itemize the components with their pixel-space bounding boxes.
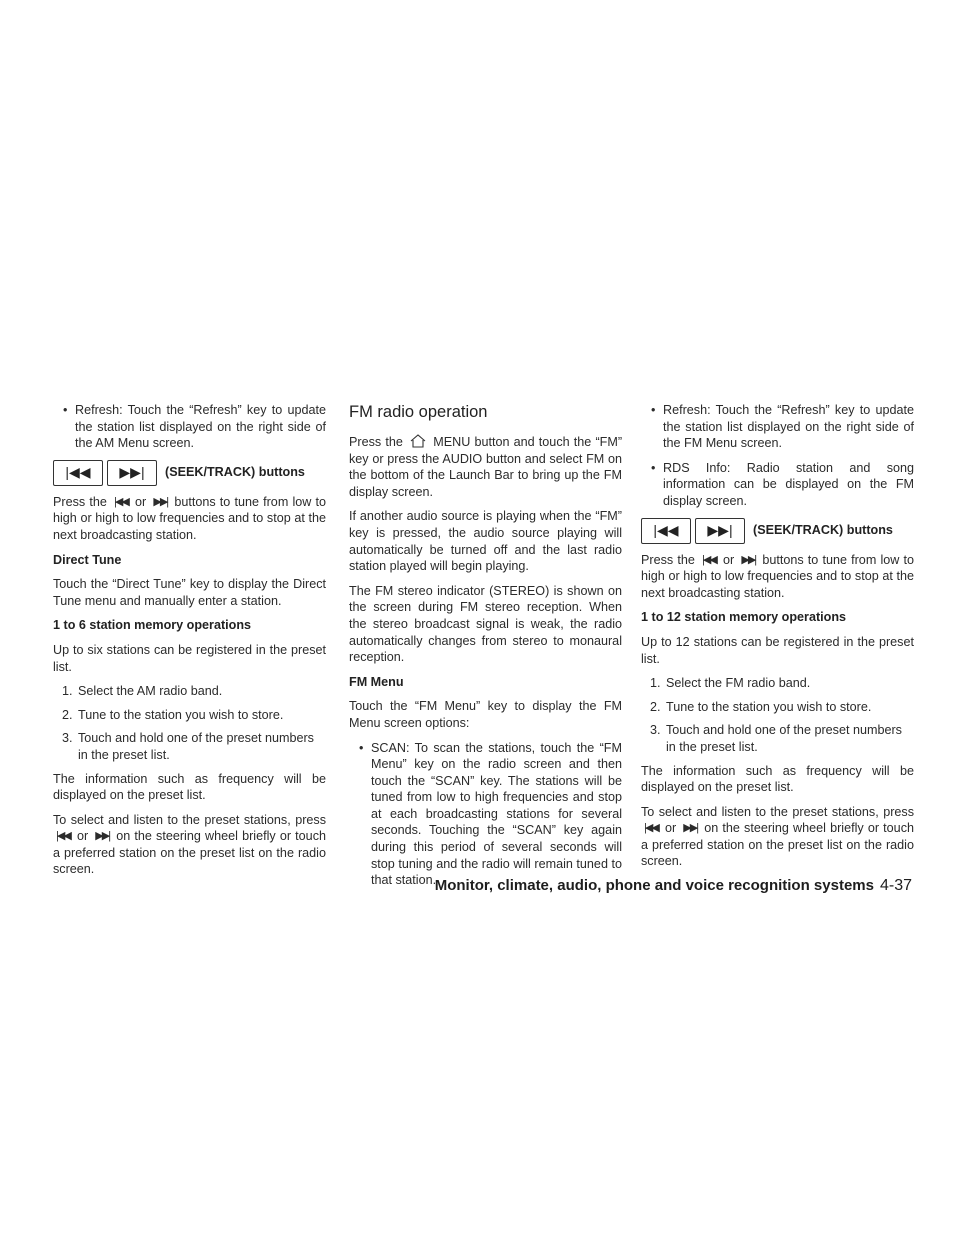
step-item: 3. Touch and hold one of the preset numbers in the preset list. <box>62 731 314 762</box>
another-source-text: If another audio source is playing when the “FM” key is pressed, the audio source playing will automatically be turned off and the last radio station played will begin playing. <box>349 509 622 574</box>
seek-track-row <box>53 460 326 486</box>
step-item: 2. Tune to the station you wish to store. <box>62 707 284 722</box>
info-text: The information such as frequency will be displayed on the preset list. <box>641 763 914 795</box>
small-seek-back-icon: |◀◀ <box>114 495 128 508</box>
rds-info-item: • RDS Info: Radio station and song information can be displayed on the FM display screen. <box>641 460 914 510</box>
page-footer <box>435 877 912 895</box>
memory-intro: Up to 12 stations can be registered in the preset list. <box>641 634 914 666</box>
step-item: 1. Select the AM radio band. <box>62 684 223 699</box>
seek-track-label: (SEEK/TRACK) buttons <box>165 465 305 480</box>
text-press-the: Press the <box>53 494 107 509</box>
seek-paragraph: Press the |◀◀ or ▶▶| buttons to tune from low to high or high to low frequencies and to stop at the next broadcasting station. <box>641 552 915 600</box>
column-3 <box>641 402 914 878</box>
seek-track-label: (SEEK/TRACK) buttons <box>753 523 893 538</box>
select-paragraph: To select and listen to the preset stations, press |◀◀ or ▶▶| on the steering wheel briefly or touch a preferred station on the preset list on the radio screen. <box>641 804 914 869</box>
seek-forward-icon: ▶▶| <box>107 460 157 486</box>
fm-intro-paragraph: Press the MENU button and touch the “FM” key or press the AUDIO button and select FM on the bottom of the Launch Bar to bring up the FM display screen. <box>349 435 623 499</box>
direct-tune-text: Touch the “Direct Tune” key to display the Direct Tune menu and manually enter a station. <box>53 577 326 608</box>
step-item: 2. Tune to the station you wish to store. <box>650 699 872 714</box>
small-seek-back-icon: |◀◀ <box>644 822 658 835</box>
refresh-am-item: • Refresh: Touch the “Refresh” key to update the station list displayed on the right side of the AM Menu screen. <box>53 402 326 452</box>
text-seek-desc: buttons to tune from low to high or high to low frequencies and to stop at the next broadcasting station. <box>53 494 327 542</box>
small-seek-forward-icon: ▶▶| <box>153 495 168 508</box>
seek-back-icon: |◀◀ <box>641 518 691 544</box>
small-seek-forward-icon: ▶▶| <box>741 553 756 566</box>
chapter-title: Monitor, climate, audio, phone and voice recognition systems <box>434 877 874 894</box>
memory-heading: 1 to 6 station memory operations <box>53 618 252 633</box>
direct-tune-heading: Direct Tune <box>53 552 122 567</box>
stereo-text: The FM stereo indicator (STEREO) is shown on the screen during FM stereo reception. When the stereo broadcast signal is weak, the radio automatically changes from stereo to monaural reception. <box>349 583 622 665</box>
small-seek-back-icon: |◀◀ <box>56 830 70 843</box>
info-text: The information such as frequency will be displayed on the preset list. <box>53 771 326 803</box>
text-or: or <box>134 494 147 509</box>
fm-menu-heading: FM Menu <box>349 674 404 689</box>
small-seek-forward-icon: ▶▶| <box>683 822 698 835</box>
home-icon <box>409 433 427 449</box>
seek-forward-icon: ▶▶| <box>695 518 745 544</box>
seek-track-row <box>641 518 914 544</box>
seek-back-icon: |◀◀ <box>53 460 103 486</box>
memory-intro: Up to six stations can be registered in the preset list. <box>53 642 326 674</box>
small-seek-forward-icon: ▶▶| <box>95 830 110 843</box>
scan-item: • SCAN: To scan the stations, touch the “FM Menu” key on the radio screen and then touch the “SCAN” key. The stations will be tuned from low to high frequencies and stop at each broadcasting stations for several seconds. Touching the “SCAN” key again during this period of several seconds will stop tuning and the radio will remain tuned to that station. <box>349 740 622 889</box>
memory-heading: 1 to 12 station memory operations <box>641 610 847 625</box>
page-number: 4-37 <box>879 877 912 894</box>
column-1 <box>53 402 326 886</box>
section-title: FM radio operation <box>349 403 488 421</box>
select-paragraph: To select and listen to the preset stations, press |◀◀ or ▶▶| on the steering wheel briefly or touch a preferred station on the preset list on the radio screen. <box>53 812 326 877</box>
refresh-fm-item: • Refresh: Touch the “Refresh” key to update the station list displayed on the right side of the FM Menu screen. <box>641 402 914 452</box>
fm-menu-text: Touch the “FM Menu” key to display the FM Menu screen options: <box>349 699 622 730</box>
small-seek-back-icon: |◀◀ <box>702 553 716 566</box>
step-item: 3. Touch and hold one of the preset numbers in the preset list. <box>650 723 902 754</box>
column-2 <box>349 402 622 897</box>
seek-paragraph <box>53 494 326 544</box>
step-item: 1. Select the FM radio band. <box>650 676 811 691</box>
